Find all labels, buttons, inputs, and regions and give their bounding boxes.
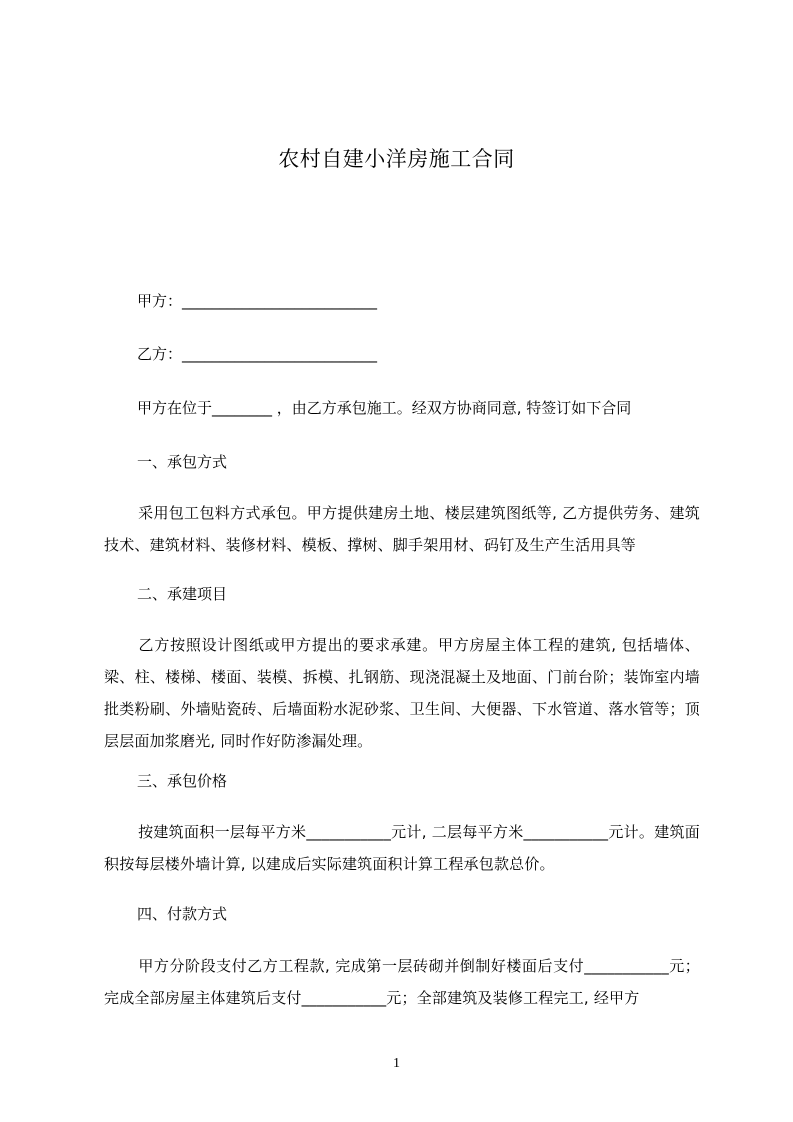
section-body-text: 采用包工包料方式承包。甲方提供建房土地、楼层建筑图纸等, 乙方提供劳务、建筑技术、建筑材料、装修材料、模板、撑树、脚手架用材、码钉及生产生活用具等: [104, 504, 700, 554]
section-body: [104, 629, 700, 757]
section-body: [104, 950, 700, 1014]
section-body: [104, 497, 700, 561]
section-body-text: 按建筑面积一层每平方米___________元计, 二层每平方米___________元计。建筑面积按每层楼外墙计算, 以建成后实际建筑面积计算工程承包款总价。: [104, 823, 700, 873]
page-title: 农村自建小洋房施工合同: [278, 147, 515, 171]
section-body-text: 乙方按照设计图纸或甲方提出的要求承建。甲方房屋主体工程的建筑, 包括墙体、梁、柱、楼梯、楼面、装模、拆模、扎钢筋、现浇混凝土及地面、门前台阶；装饰室内墙批类粉刷、外墙贴瓷砖、后墙面粉水泥砂浆、卫生间、大便器、下水管道、落水管等；顶层层面加浆磨光, 同时作好防渗漏处理。: [104, 636, 700, 750]
page-number: 1: [393, 1056, 400, 1071]
party-b-line: 乙方：__________________________: [137, 345, 378, 363]
intro-line: 甲方在位于________ ，由乙方承包施工。经双方协商同意, 特签订如下合同: [137, 399, 632, 417]
section-heading: 四、付款方式: [137, 905, 228, 923]
section-heading: 二、承建项目: [137, 585, 228, 603]
section-heading: 三、承包价格: [137, 772, 228, 790]
party-a-line: 甲方：__________________________: [137, 292, 378, 310]
section-heading: 一、承包方式: [137, 453, 228, 471]
section-body: [104, 816, 700, 880]
section-body-text: 甲方分阶段支付乙方工程款, 完成第一层砖砌并倒制好楼面后支付___________元；完成全部房屋主体建筑后支付___________元；全部建筑及装修工程完工, 经甲方: [104, 957, 700, 1007]
